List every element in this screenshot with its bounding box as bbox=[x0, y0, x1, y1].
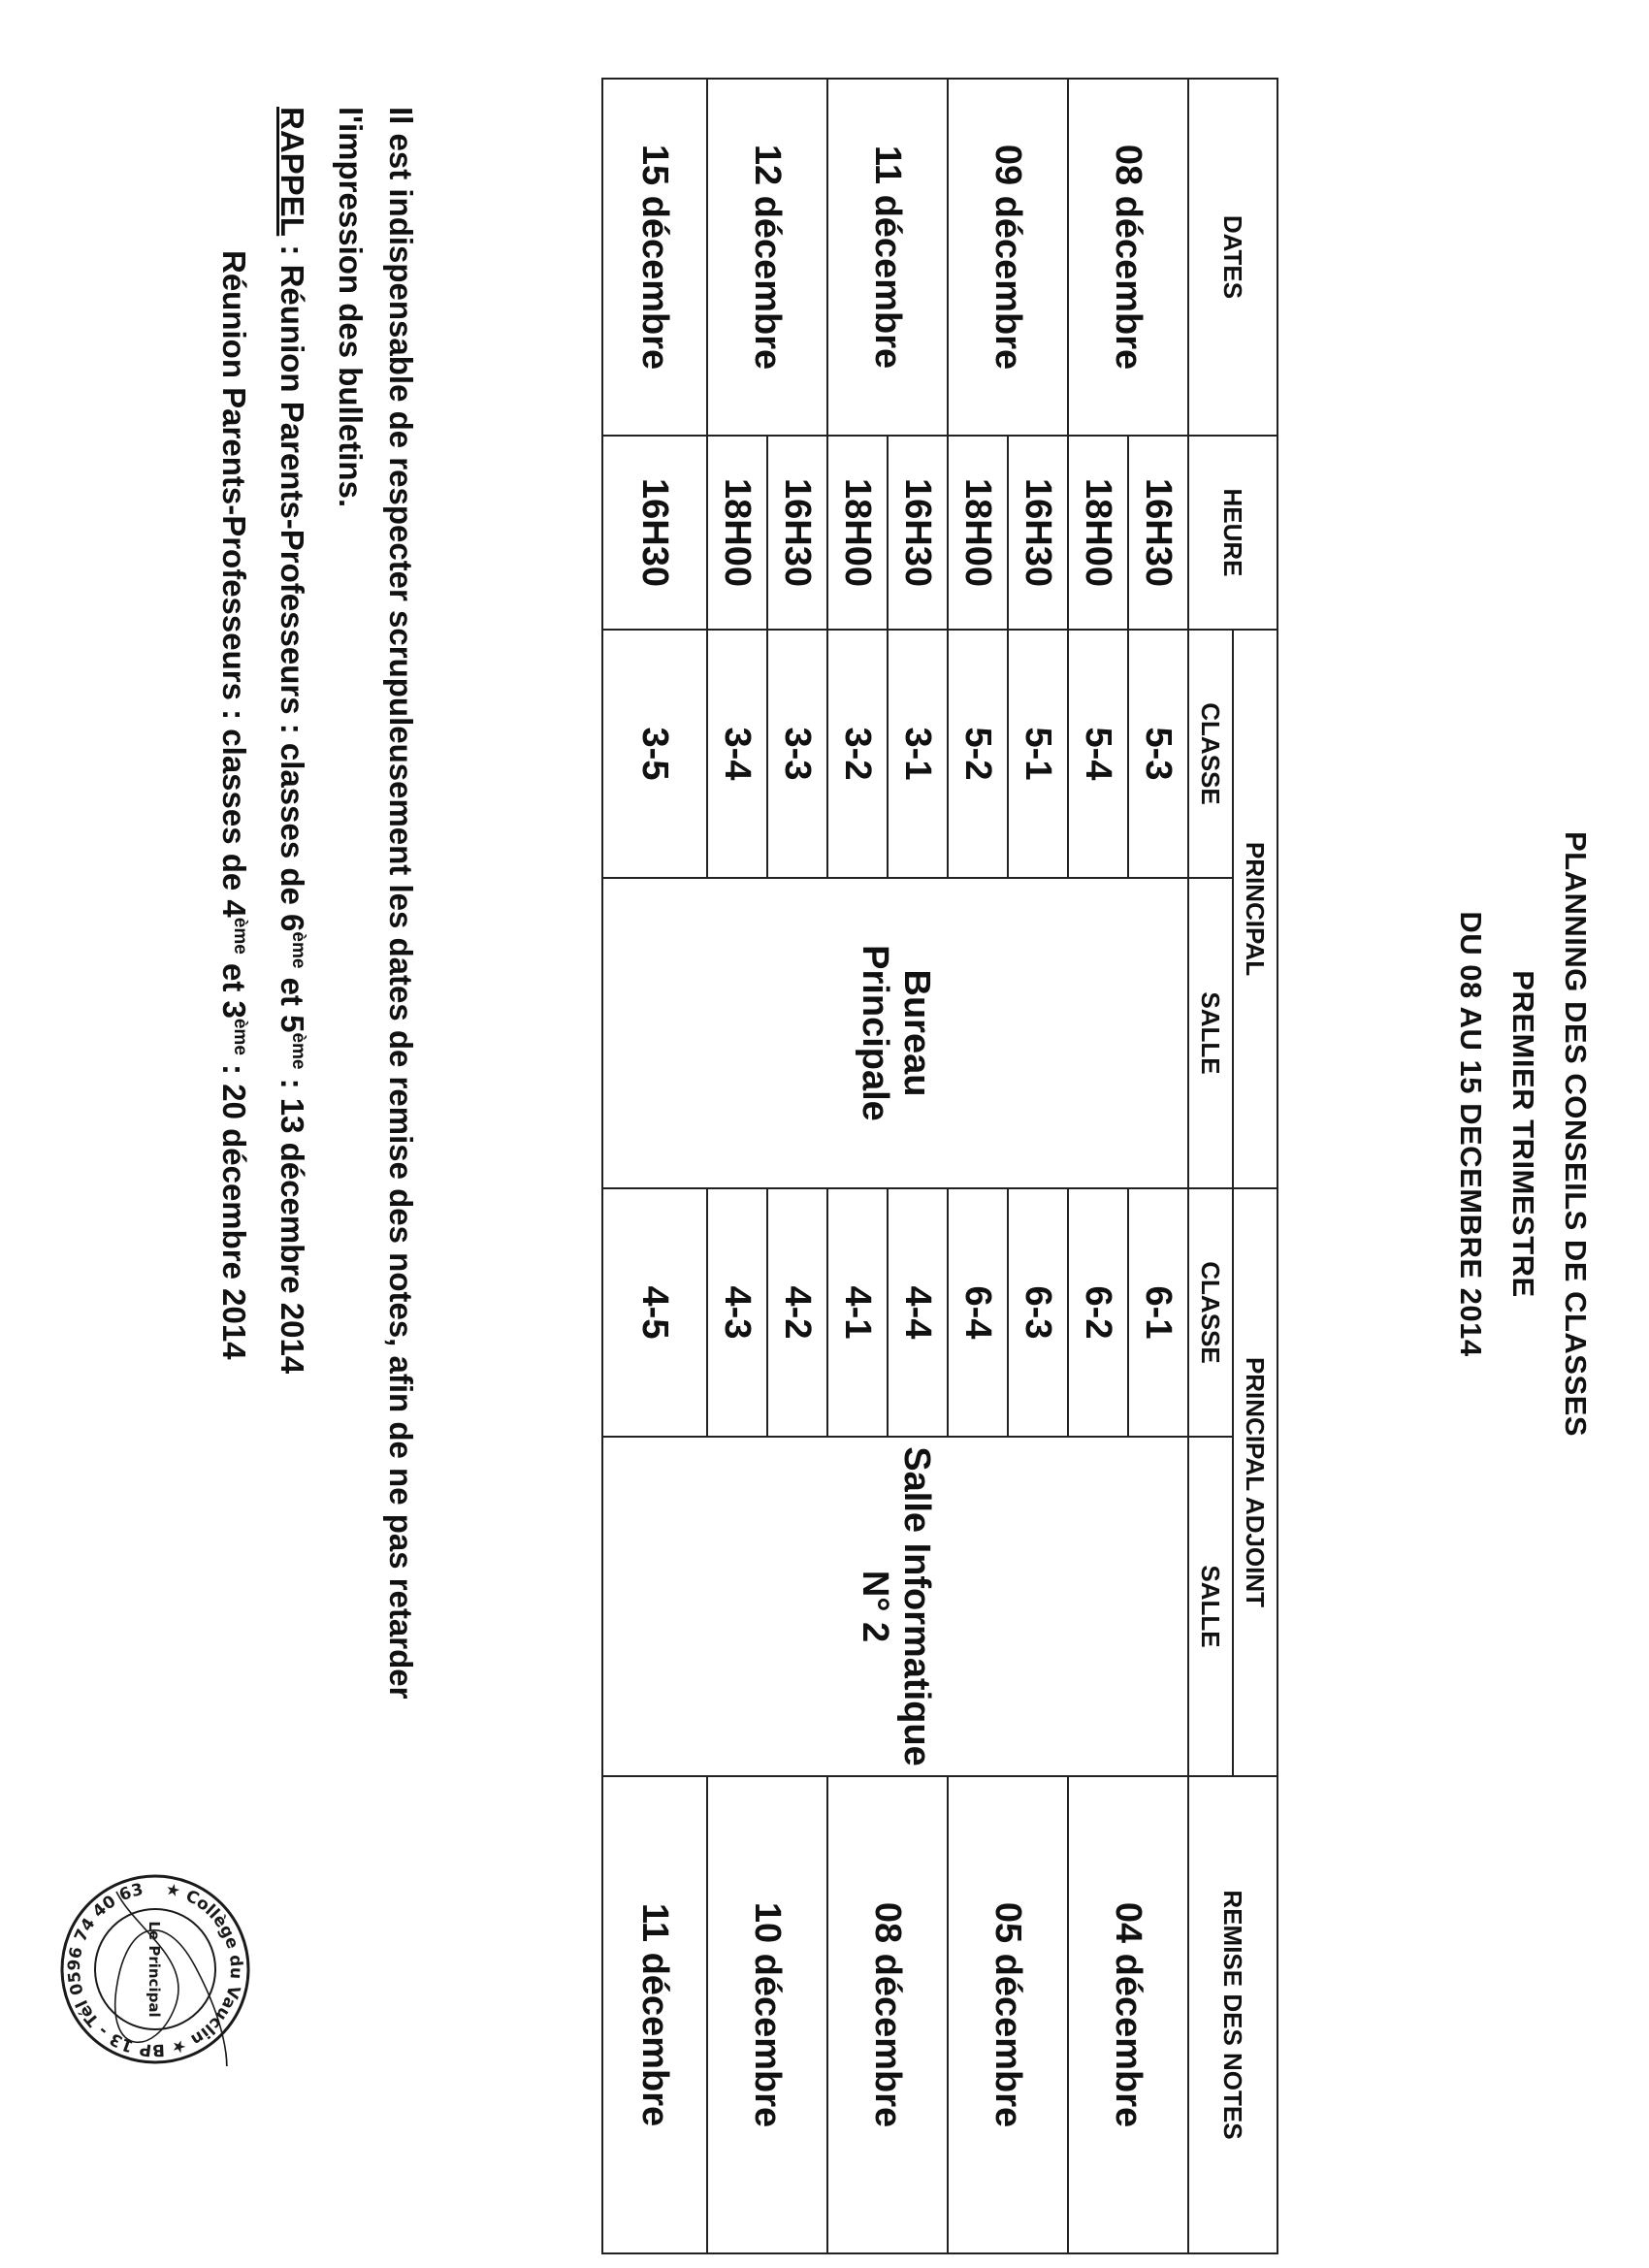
document-subtitle: PREMIER TRIMESTRE bbox=[1506, 970, 1540, 1298]
time-cell: 18H00 bbox=[948, 436, 1008, 630]
time-cell: 16H30 bbox=[1008, 436, 1068, 630]
header-heure: HEURE bbox=[1188, 436, 1277, 630]
header-salle-adjoint: SALLE bbox=[1188, 1437, 1233, 1776]
class-adjoint-cell: 6-1 bbox=[1128, 1188, 1188, 1437]
class-adjoint-cell: 6-3 bbox=[1008, 1188, 1068, 1437]
header-remise-notes: REMISE DES NOTES bbox=[1188, 1776, 1277, 2253]
document-period: DU 08 AU 15 DECEMBRE 2014 bbox=[1454, 911, 1488, 1357]
rappel-2-text-c: : 20 décembre 2014 bbox=[216, 1054, 252, 1360]
stamp-ring-text: ★ Collège du Vauclin ★ BP 13 - Tél 0596 74 40 63 bbox=[64, 1879, 246, 2060]
date-cell: 09 décembre bbox=[948, 79, 1068, 436]
time-cell: 18H00 bbox=[827, 436, 888, 630]
header-classe-adjoint: CLASSE bbox=[1188, 1188, 1233, 1437]
date-cell: 08 décembre bbox=[1068, 79, 1188, 436]
class-adjoint-cell: 4-1 bbox=[827, 1188, 888, 1437]
class-principal-cell: 3-4 bbox=[707, 630, 767, 878]
header-dates: DATES bbox=[1188, 79, 1277, 436]
class-principal-cell: 5-4 bbox=[1068, 630, 1128, 878]
note-main-line-2: l'impression des bulletins. bbox=[333, 107, 369, 508]
time-cell: 16H30 bbox=[1128, 436, 1188, 630]
room-adjoint-cell: Salle Informatique N° 2 bbox=[602, 1437, 1188, 1776]
rappel-2-sup-b: ème bbox=[230, 1018, 250, 1055]
stamp-center-text: Le Principal bbox=[146, 1921, 163, 2018]
class-principal-cell: 3-1 bbox=[888, 630, 948, 878]
room-principal-cell: Bureau Principale bbox=[602, 878, 1188, 1188]
rappel-2-text-a: Réunion Parents-Professeurs : classes de 4 bbox=[216, 250, 252, 918]
class-adjoint-cell: 4-5 bbox=[602, 1188, 707, 1437]
class-principal-cell: 3-3 bbox=[767, 630, 827, 878]
class-principal-cell: 5-3 bbox=[1128, 630, 1188, 878]
class-adjoint-cell: 6-2 bbox=[1068, 1188, 1128, 1437]
remise-cell: 11 décembre bbox=[602, 1776, 707, 2253]
remise-cell: 05 décembre bbox=[948, 1776, 1068, 2253]
class-principal-cell: 3-2 bbox=[827, 630, 888, 878]
header-principal: PRINCIPAL bbox=[1233, 630, 1277, 1188]
rappel-label: RAPPEL bbox=[275, 107, 310, 237]
rappel-2-sup-a: ème bbox=[230, 917, 250, 955]
rappel-line-2 bbox=[215, 250, 252, 1360]
time-cell: 16H30 bbox=[602, 436, 707, 630]
schedule-table bbox=[601, 78, 1278, 2254]
time-cell: 18H00 bbox=[1068, 436, 1128, 630]
header-salle-principal: SALLE bbox=[1188, 878, 1233, 1188]
date-cell: 12 décembre bbox=[707, 79, 827, 436]
table-row bbox=[1128, 79, 1188, 2253]
rappel-1-sup-b: ème bbox=[288, 1032, 308, 1070]
document-title: PLANNING DES CONSEILS DE CLASSES bbox=[1559, 830, 1593, 1438]
rappel-1-sup-a: ème bbox=[288, 931, 308, 969]
note-main-line-1: Il est indispensable de respecter scrupuleusement les dates de remise des notes, afin de ne pas retarder bbox=[383, 107, 419, 1700]
remise-cell: 10 décembre bbox=[707, 1776, 827, 2253]
class-principal-cell: 5-1 bbox=[1008, 630, 1068, 878]
class-principal-cell: 5-2 bbox=[948, 630, 1008, 878]
school-stamp bbox=[58, 1872, 252, 2066]
date-cell: 15 décembre bbox=[602, 79, 707, 436]
header-classe-principal: CLASSE bbox=[1188, 630, 1233, 878]
class-adjoint-cell: 6-4 bbox=[948, 1188, 1008, 1437]
table-header-row bbox=[1233, 79, 1277, 2253]
rappel-line-1 bbox=[274, 107, 310, 1374]
class-principal-cell: 3-5 bbox=[602, 630, 707, 878]
class-adjoint-cell: 4-2 bbox=[767, 1188, 827, 1437]
date-cell: 11 décembre bbox=[827, 79, 948, 436]
time-cell: 16H30 bbox=[888, 436, 948, 630]
rappel-1-text-b: et 5 bbox=[275, 968, 310, 1033]
class-adjoint-cell: 4-3 bbox=[707, 1188, 767, 1437]
rappel-1-text-c: : 13 décembre 2014 bbox=[275, 1069, 310, 1375]
time-cell: 16H30 bbox=[767, 436, 827, 630]
remise-cell: 08 décembre bbox=[827, 1776, 948, 2253]
remise-cell: 04 décembre bbox=[1068, 1776, 1188, 2253]
header-principal-adjoint: PRINCIPAL ADJOINT bbox=[1233, 1188, 1277, 1776]
time-cell: 18H00 bbox=[707, 436, 767, 630]
class-adjoint-cell: 4-4 bbox=[888, 1188, 948, 1437]
rappel-2-text-b: et 3 bbox=[216, 954, 252, 1019]
rappel-1-text-a: : Réunion Parents-Professeurs : classes de 6 bbox=[275, 236, 310, 932]
